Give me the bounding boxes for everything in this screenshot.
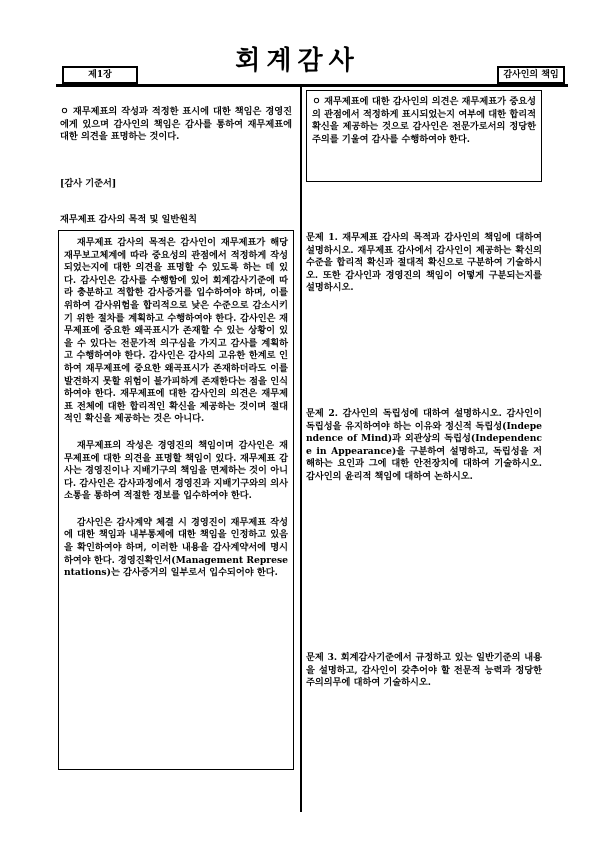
question-paragraph: 문제 1. 재무제표 감사의 목적과 감사인의 책임에 대하여 설명하시오. 재무제표 감사에서 감사인이 제공하는 확신의 수준을 합리적 확신과 절대적 확신으로 구분하여 기술하시오. 또한 감사인과 경영진의 책임이 어떻게 구분되는지를 설명하시오. [306, 232, 542, 294]
summary-box [306, 90, 542, 182]
question-paragraph: 문제 2. 감사인의 독립성에 대하여 설명하시오. 감사인이 독립성을 유지하여야 하는 이유와 정신적 독립성(Independence of Mind)과 외관상의 독립성(Independence in Appearance)을 구분하여 설명하고, 독립성을 저해하는 요인과 그에 대한 안전장치에 대하여 기술하시오. 감사인의 윤리적 책임에 대하여 논하시오. [306, 408, 542, 482]
intro-paragraph: ㅇ 재무제표의 작성과 적정한 표시에 대한 책임은 경영진에게 있으며 감사인의 책임은 감사를 통하여 재무제표에 대한 의견을 표명하는 것이다. [60, 106, 292, 143]
standard-paragraph: 재무제표의 작성은 경영진의 책임이며 감사인은 재무제표에 대한 의견을 표명할 책임이 있다. 재무제표 감사는 경영진이나 지배기구의 책임을 면제하는 것이 아니다. 감사인은 감사과정에서 경영진과 지배기구와의 의사소통을 통하여 적절한 정보를 입수하여야 한다. [64, 439, 288, 502]
page-title: 회계감사 [235, 46, 360, 76]
subheading: 재무제표 감사의 목적 및 일반원칙 [60, 214, 198, 225]
standard-paragraph: 재무제표 감사의 목적은 감사인이 재무제표가 해당 재무보고체계에 따라 중요성의 관점에서 적정하게 작성되었는지에 대한 의견을 표명할 수 있도록 하는 데 있다. 감사인은 감사를 수행함에 있어 회계감사기준에 따라 충분하고 적합한 감사증거를 입수하여야 하며, 이를 위하여 감사위험을 합리적으로 낮은 수준으로 감소시키기 위한 절차를 계획하고 수행하여야 한다. 감사인은 재무제표에 중요한 왜곡표시가 존재할 수 있는 상황이 있을 수 있다는 전문가적 의구심을 가지고 감사를 계획하고 수행하여야 한다. 감사인은 감사의 고유한 한계로 인하여 재무제표에 중요한 왜곡표시가 존재하더라도 이를 발견하지 못할 위험이 불가피하게 존재한다는 점을 인식하여야 한다. 재무제표에 대한 감사인의 의견은 재무제표 전체에 대한 합리적인 확신을 제공하는 것이며 절대적인 확신을 제공하는 것은 아니다. [64, 237, 288, 425]
column-divider [300, 87, 302, 812]
section-label: [감사 기준서] [60, 178, 117, 189]
section-tag: 감사인의 책임 [497, 66, 565, 84]
chapter-tag: 제1장 [62, 66, 138, 84]
summary-text: ㅇ 재무제표에 대한 감사인의 의견은 재무제표가 중요성의 관점에서 적정하게 표시되었는지 여부에 대한 합리적 확신을 제공하는 것으로 감사인은 전문가로서의 정당한 주의를 기울여 감사를 수행하여야 한다. [312, 96, 536, 145]
standard-paragraph: 감사인은 감사계약 체결 시 경영진이 재무제표 작성에 대한 책임과 내부통제에 대한 책임을 인정하고 있음을 확인하여야 하며, 이러한 내용을 감사계약서에 명시하여야 한다. 경영진확인서(Management Representations)는 감사증거의 일부로서 입수되어야 한다. [64, 516, 288, 579]
header-rule [56, 84, 568, 87]
question-paragraph: 문제 3. 회계감사기준에서 규정하고 있는 일반기준의 내용을 설명하고, 감사인이 갖추어야 할 전문적 능력과 정당한 주의의무에 대하여 기술하시오. [306, 652, 542, 689]
standard-box [58, 230, 294, 770]
